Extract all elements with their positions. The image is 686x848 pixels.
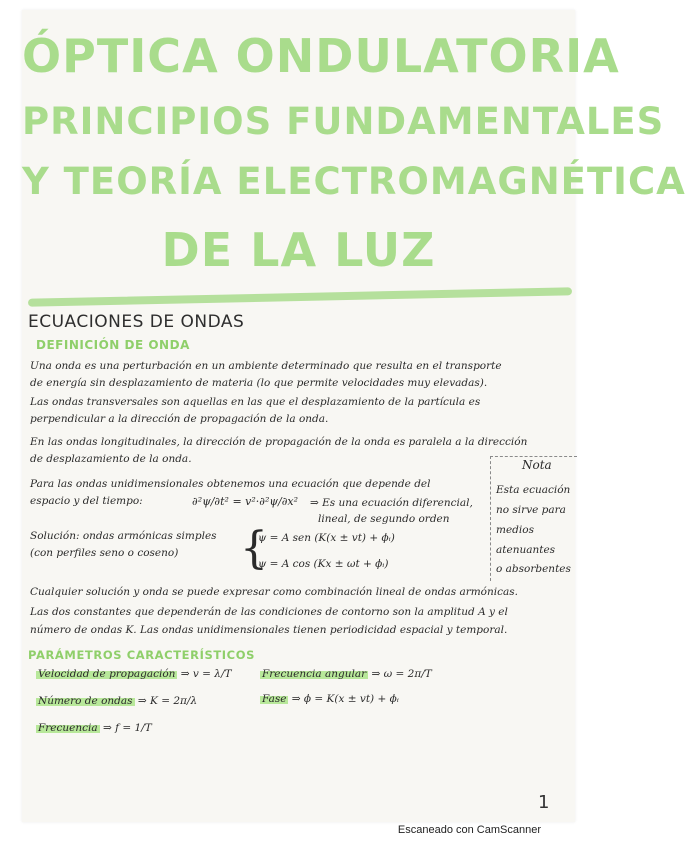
note-title: Nota	[522, 458, 552, 472]
parameter-name: Frecuencia angular	[262, 668, 367, 680]
parameter-velocity	[36, 668, 232, 680]
unidimensional-line: Para las ondas unidimensionales obtenemos una ecuación que depende del	[30, 478, 431, 490]
parameter-formula: ⇒ v = λ/T	[180, 668, 232, 680]
parameter-formula: ⇒ ϕ = K(x ± vt) + ϕᵢ	[291, 693, 399, 705]
unidimensional-line: espacio y del tiempo:	[30, 495, 143, 507]
wave-equation: ∂²ψ/∂t² = v²·∂²ψ/∂x²	[192, 495, 299, 508]
parameter-name: Fase	[262, 693, 287, 705]
parameter-phase	[260, 693, 399, 705]
definition-line: Una onda es una perturbación en un ambiente determinado que resulta en el transporte	[30, 360, 502, 372]
section-heading: ECUACIONES DE ONDAS	[28, 312, 245, 332]
title-line-4: DE LA LUZ	[161, 223, 436, 277]
page-number: 1	[538, 792, 550, 813]
parameter-formula: ⇒ f = 1/T	[102, 722, 152, 734]
definition-line: de desplazamiento de la onda.	[30, 453, 192, 465]
note-line: no sirve para	[496, 504, 566, 516]
parameter-wave-number	[36, 695, 197, 707]
title-line-2: PRINCIPIOS FUNDAMENTALES	[22, 100, 665, 143]
parameter-formula: ⇒ ω = 2π/T	[371, 668, 432, 680]
general-solution-line: Las dos constantes que dependerán de las condiciones de contorno son la amplitud A y el	[30, 606, 508, 618]
wave-equation-note: ⇒ Es una ecuación diferencial,	[310, 497, 473, 509]
general-solution-line: número de ondas K. Las ondas unidimensionales tienen periodicidad espacial y temporal.	[30, 624, 508, 636]
parameters-heading: PARÁMETROS CARACTERÍSTICOS	[28, 648, 255, 662]
title-line-1: ÓPTICA ONDULATORIA	[22, 29, 620, 83]
definition-line: Las ondas transversales son aquellas en las que el desplazamiento de la partícula es	[30, 396, 481, 408]
parameter-frequency	[36, 722, 152, 734]
note-line: Esta ecuación	[496, 484, 571, 496]
subheading-definition: DEFINICIÓN DE ONDA	[36, 338, 190, 352]
solution-label: Solución: ondas armónicas simples	[30, 530, 217, 542]
notebook-page	[22, 10, 686, 822]
solution-equation: ψ = A cos (Kx ± ωt + ϕᵢ)	[258, 558, 389, 570]
general-solution-line: Cualquier solución y onda se puede expresar como combinación lineal de ondas armónicas.	[30, 586, 518, 598]
definition-line: En las ondas longitudinales, la dirección de propagación de la onda es paralela a la dirección	[30, 436, 528, 448]
parameter-name: Número de ondas	[38, 695, 133, 707]
parameter-name: Velocidad de propagación	[38, 668, 176, 680]
definition-line: de energía sin desplazamiento de materia (lo que permite velocidades muy elevadas).	[30, 377, 488, 389]
note-line: o absorbentes	[496, 563, 571, 575]
brace-symbol: {	[240, 523, 268, 574]
note-line: medios	[496, 524, 534, 536]
wave-equation-note: lineal, de segundo orden	[318, 513, 450, 525]
solution-equation: ψ = A sen (K(x ± vt) + ϕᵢ)	[258, 532, 395, 544]
scanner-footer: Escaneado con CamScanner	[397, 824, 541, 836]
parameter-angular-frequency	[260, 668, 432, 680]
parameter-formula: ⇒ K = 2π/λ	[137, 695, 198, 707]
note-line: atenuantes	[496, 544, 556, 556]
title-line-3: Y TEORÍA ELECTROMAGNÉTICA	[22, 160, 686, 203]
title-divider	[28, 287, 572, 306]
parameter-name: Frecuencia	[38, 722, 98, 734]
solution-label: (con perfiles seno o coseno)	[30, 547, 179, 559]
definition-line: perpendicular a la dirección de propagación de la onda.	[30, 413, 329, 425]
